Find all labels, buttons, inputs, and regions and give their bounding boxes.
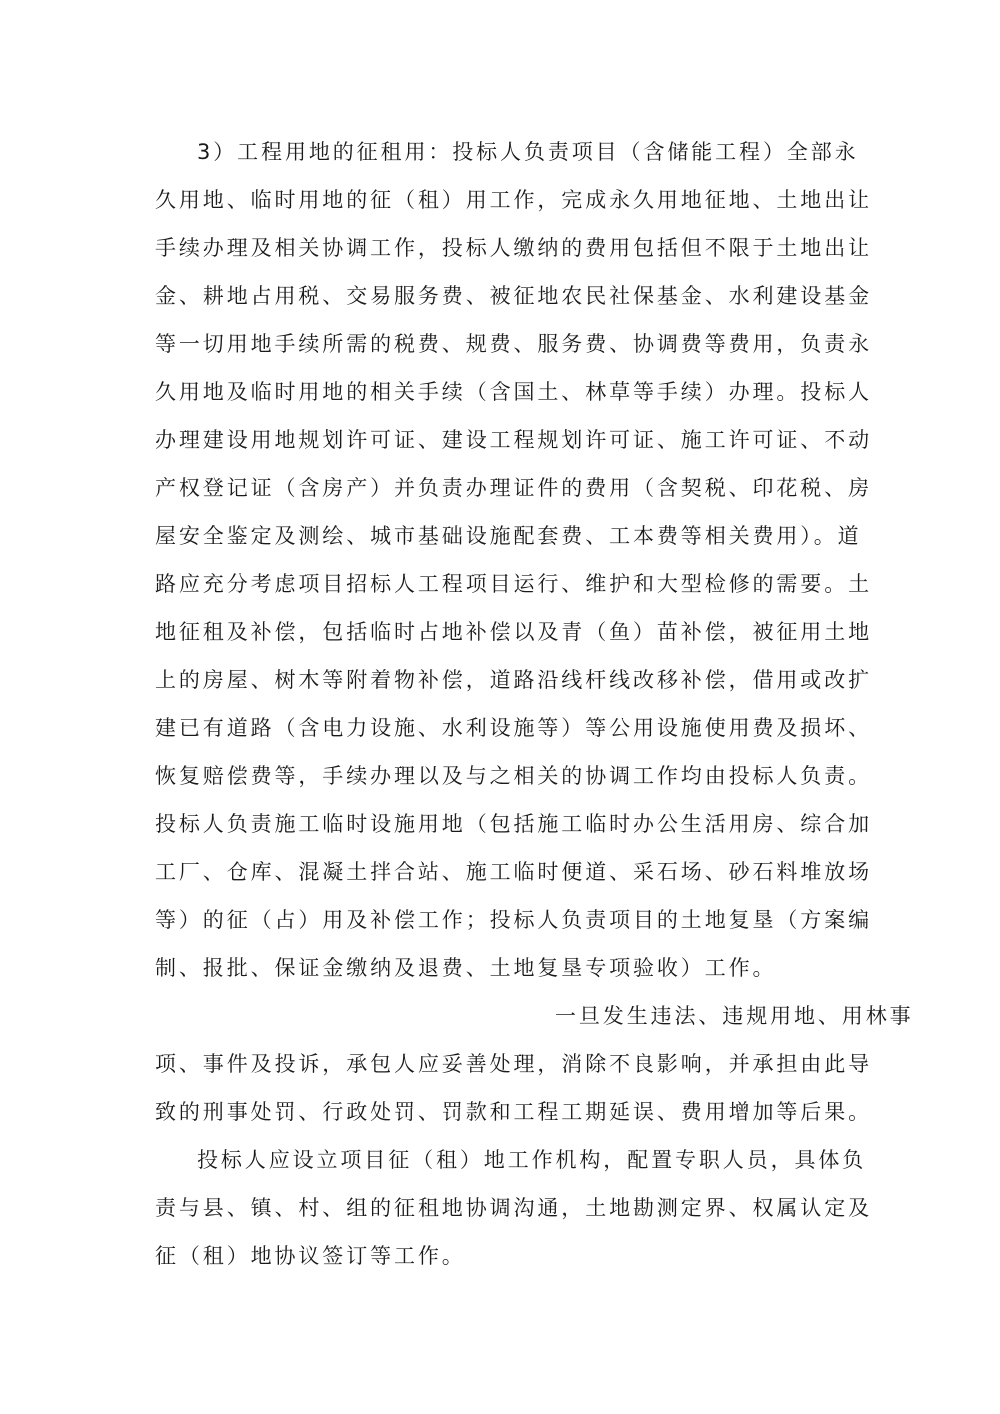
paragraph-line: 路应充分考虑项目招标人工程项目运行、维护和大型检修的需要。土: [155, 572, 872, 596]
paragraph-line: 恢复赔偿费等，手续办理以及与之相关的协调工作均由投标人负责。: [155, 764, 872, 788]
paragraph-line: 投标人应设立项目征（租）地工作机构，配置专职人员，具体负: [197, 1148, 867, 1172]
paragraph-line: 久用地、临时用地的征（租）用工作，完成永久用地征地、土地出让: [155, 188, 872, 212]
paragraph-line: 项、事件及投诉，承包人应妥善处理，消除不良影响，并承担由此导: [155, 1052, 872, 1076]
paragraph-line: 屋安全鉴定及测绘、城市基础设施配套费、工本费等相关费用）。道: [155, 524, 862, 548]
paragraph-line: 责与县、镇、村、组的征租地协调沟通，土地勘测定界、权属认定及: [155, 1196, 872, 1220]
paragraph-line: 一旦发生违法、违规用地、用林事: [555, 1004, 914, 1028]
paragraph-line: 办理建设用地规划许可证、建设工程规划许可证、施工许可证、不动: [155, 428, 872, 452]
paragraph-line: 地征租及补偿，包括临时占地补偿以及青（鱼）苗补偿，被征用土地: [155, 620, 872, 644]
paragraph-line: 久用地及临时用地的相关手续（含国土、林草等手续）办理。投标人: [155, 380, 872, 404]
paragraph-line: 建已有道路（含电力设施、水利设施等）等公用设施使用费及损坏、: [155, 716, 872, 740]
paragraph-line: 上的房屋、树木等附着物补偿，道路沿线杆线改移补偿，借用或改扩: [155, 668, 872, 692]
paragraph-line: 金、耕地占用税、交易服务费、被征地农民社保基金、水利建设基金: [155, 284, 872, 308]
paragraph-line: 手续办理及相关协调工作，投标人缴纳的费用包括但不限于土地出让: [155, 236, 872, 260]
paragraph-line: 等一切用地手续所需的税费、规费、服务费、协调费等费用，负责永: [155, 332, 872, 356]
paragraph-line: 征（租）地协议签订等工作。: [155, 1244, 466, 1268]
paragraph-line: 投标人负责施工临时设施用地（包括施工临时办公生活用房、综合加: [155, 812, 872, 836]
paragraph-line: 致的刑事处罚、行政处罚、罚款和工程工期延误、费用增加等后果。: [155, 1100, 872, 1124]
paragraph-line: 等）的征（占）用及补偿工作；投标人负责项目的土地复垦（方案编: [155, 908, 872, 932]
paragraph-line: 3）工程用地的征租用：投标人负责项目（含储能工程）全部永: [197, 140, 859, 164]
paragraph-line: 制、报批、保证金缴纳及退费、土地复垦专项验收）工作。: [155, 956, 777, 980]
paragraph-line: 产权登记证（含房产）并负责办理证件的费用（含契税、印花税、房: [155, 476, 872, 500]
paragraph-line: 工厂、仓库、混凝土拌合站、施工临时便道、采石场、砂石料堆放场: [155, 860, 872, 884]
